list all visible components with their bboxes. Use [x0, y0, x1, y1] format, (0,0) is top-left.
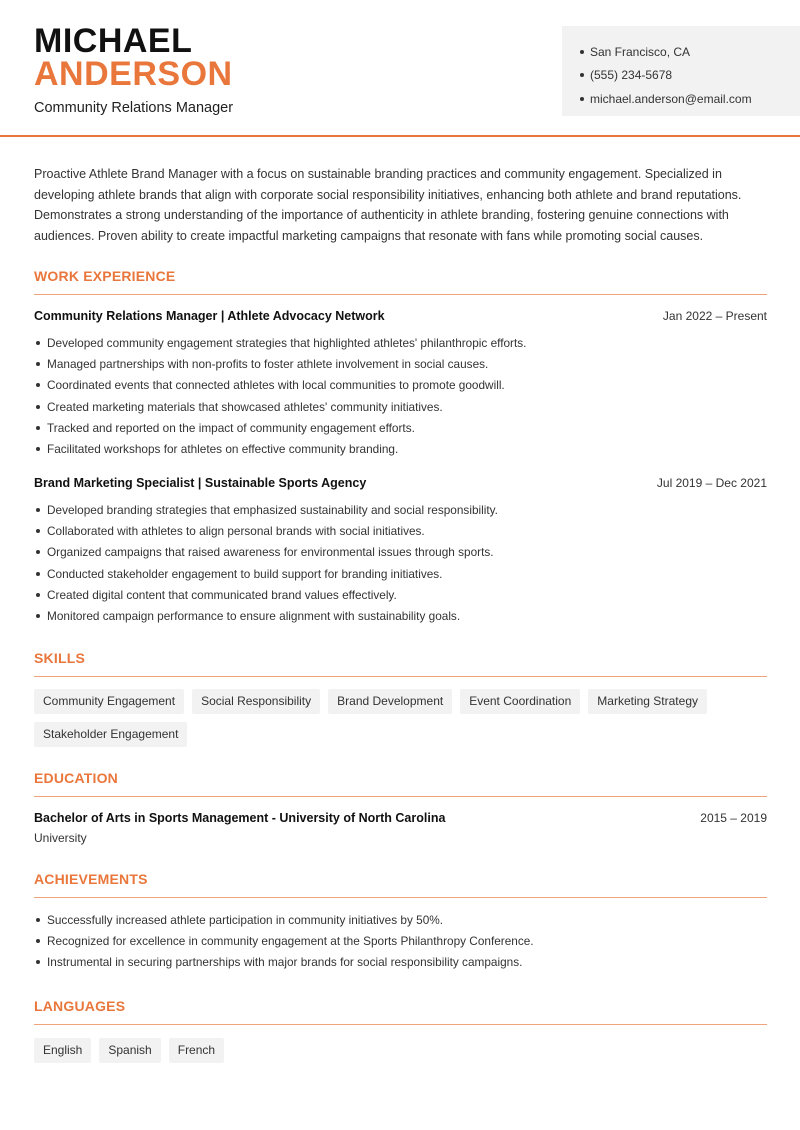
bullet-icon — [580, 97, 584, 101]
education-entry-header — [34, 811, 767, 825]
list-item-text: Created marketing materials that showcased athletes' community initiatives. — [47, 399, 443, 414]
first-name: MICHAEL — [34, 22, 193, 60]
list-item-text: Developed community engagement strategies that highlighted athletes' philanthropic efforts. — [47, 335, 527, 350]
language-tag: Spanish — [99, 1038, 160, 1063]
section-title-education: EDUCATION — [34, 770, 118, 786]
work-entry-title: Community Relations Manager | Athlete Advocacy Network — [34, 309, 385, 323]
list-item-text: Organized campaigns that raised awareness for environmental issues through sports. — [47, 545, 494, 560]
section-divider — [34, 676, 767, 677]
list-item-text: Instrumental in securing partnerships with major brands for social responsibility campaigns. — [47, 955, 523, 970]
work-entry-header — [34, 476, 767, 490]
list-item — [34, 396, 767, 417]
list-item — [34, 499, 767, 520]
language-tag: French — [169, 1038, 224, 1063]
skill-tag: Marketing Strategy — [588, 689, 707, 714]
contact-phone — [580, 64, 800, 88]
skill-tag: Event Coordination — [460, 689, 580, 714]
work-entry-dates: Jul 2019 – Dec 2021 — [656, 476, 767, 490]
work-entry-bullets — [34, 332, 767, 460]
work-entry-header — [34, 309, 767, 323]
list-item — [34, 584, 767, 605]
contact-location — [580, 40, 800, 64]
bullet-icon — [36, 550, 40, 554]
list-item-text: Coordinated events that connected athletes with local communities to promote goodwill. — [47, 378, 505, 393]
bullet-icon — [36, 426, 40, 430]
bullet-icon — [36, 508, 40, 512]
languages-list — [34, 1038, 767, 1063]
list-item — [34, 417, 767, 438]
job-title: Community Relations Manager — [34, 100, 234, 116]
bullet-icon — [580, 50, 584, 54]
skill-tag: Community Engagement — [34, 689, 184, 714]
education-school: University — [34, 831, 87, 845]
profile-summary: Proactive Athlete Brand Manager with a focus on sustainable branding practices and community engagement. Specialized in developing athlete brands that align with corporate social responsibility initiatives, enhancing both athlete and brand reputations. Demonstrates a strong understanding of the importance of authenticity in athlete branding, fostering genuine connections with audiences. Proven ability to create impactful marketing campaigns that resonate with fans while promoting social causes. — [34, 167, 742, 243]
bullet-icon — [36, 593, 40, 597]
contact-email-text[interactable]: michael.anderson@email.com — [590, 91, 752, 106]
achievements-list — [34, 909, 767, 973]
list-item — [34, 332, 767, 353]
list-item-text: Successfully increased athlete participation in community initiatives by 50%. — [47, 912, 444, 927]
skills-list — [34, 689, 767, 747]
education-degree: Bachelor of Arts in Sports Management - University of North Carolina — [34, 811, 446, 825]
bullet-icon — [580, 73, 584, 77]
list-item-text: Recognized for excellence in community engagement at the Sports Philanthropy Conference. — [47, 933, 534, 948]
list-item-text: Created digital content that communicated brand values effectively. — [47, 587, 397, 602]
list-item — [34, 375, 767, 396]
list-item — [34, 438, 767, 459]
work-entry-title: Brand Marketing Specialist | Sustainable Sports Agency — [34, 476, 367, 490]
language-tag: English — [34, 1038, 91, 1063]
section-title-skills: SKILLS — [34, 650, 85, 666]
contact-location-text: San Francisco, CA — [590, 44, 691, 59]
list-item — [34, 563, 767, 584]
bullet-icon — [36, 362, 40, 366]
section-divider — [34, 897, 767, 898]
bullet-icon — [36, 614, 40, 618]
contact-email[interactable] — [580, 87, 800, 111]
bullet-icon — [36, 341, 40, 345]
list-item — [34, 542, 767, 563]
section-title-languages: LANGUAGES — [34, 998, 126, 1014]
skill-tag: Brand Development — [328, 689, 452, 714]
work-entry-bullets — [34, 499, 767, 627]
list-item-text: Collaborated with athletes to align personal brands with social initiatives. — [47, 523, 425, 538]
list-item — [34, 605, 767, 626]
bullet-icon — [36, 572, 40, 576]
section-title-work: WORK EXPERIENCE — [34, 268, 176, 284]
section-divider — [34, 294, 767, 295]
list-item-text: Facilitated workshops for athletes on effective community branding. — [47, 442, 399, 457]
bullet-icon — [36, 405, 40, 409]
bullet-icon — [36, 383, 40, 387]
list-item — [34, 353, 767, 374]
bullet-icon — [36, 447, 40, 451]
skill-tag: Social Responsibility — [192, 689, 320, 714]
bullet-icon — [36, 960, 40, 964]
section-title-achievements: ACHIEVEMENTS — [34, 871, 148, 887]
list-item-text: Developed branding strategies that emphasized sustainability and social responsibility. — [47, 502, 498, 517]
list-item — [34, 520, 767, 541]
resume-header — [0, 0, 800, 137]
list-item-text: Managed partnerships with non-profits to foster athlete involvement in social causes. — [47, 356, 489, 371]
section-divider — [34, 796, 767, 797]
list-item-text: Monitored campaign performance to ensure alignment with sustainability goals. — [47, 609, 461, 624]
list-item — [34, 909, 767, 930]
contact-phone-text: (555) 234-5678 — [590, 68, 673, 83]
list-item — [34, 930, 767, 951]
last-name: ANDERSON — [34, 55, 233, 93]
bullet-icon — [36, 529, 40, 533]
list-item-text: Conducted stakeholder engagement to build support for branding initiatives. — [47, 566, 443, 581]
list-item-text: Tracked and reported on the impact of community engagement efforts. — [47, 420, 415, 435]
skill-tag: Stakeholder Engagement — [34, 722, 187, 747]
contact-box — [562, 26, 800, 116]
section-divider — [34, 1024, 767, 1025]
work-entry-dates: Jan 2022 – Present — [662, 309, 767, 323]
bullet-icon — [36, 918, 40, 922]
bullet-icon — [36, 939, 40, 943]
list-item — [34, 952, 767, 973]
education-dates: 2015 – 2019 — [700, 811, 767, 825]
